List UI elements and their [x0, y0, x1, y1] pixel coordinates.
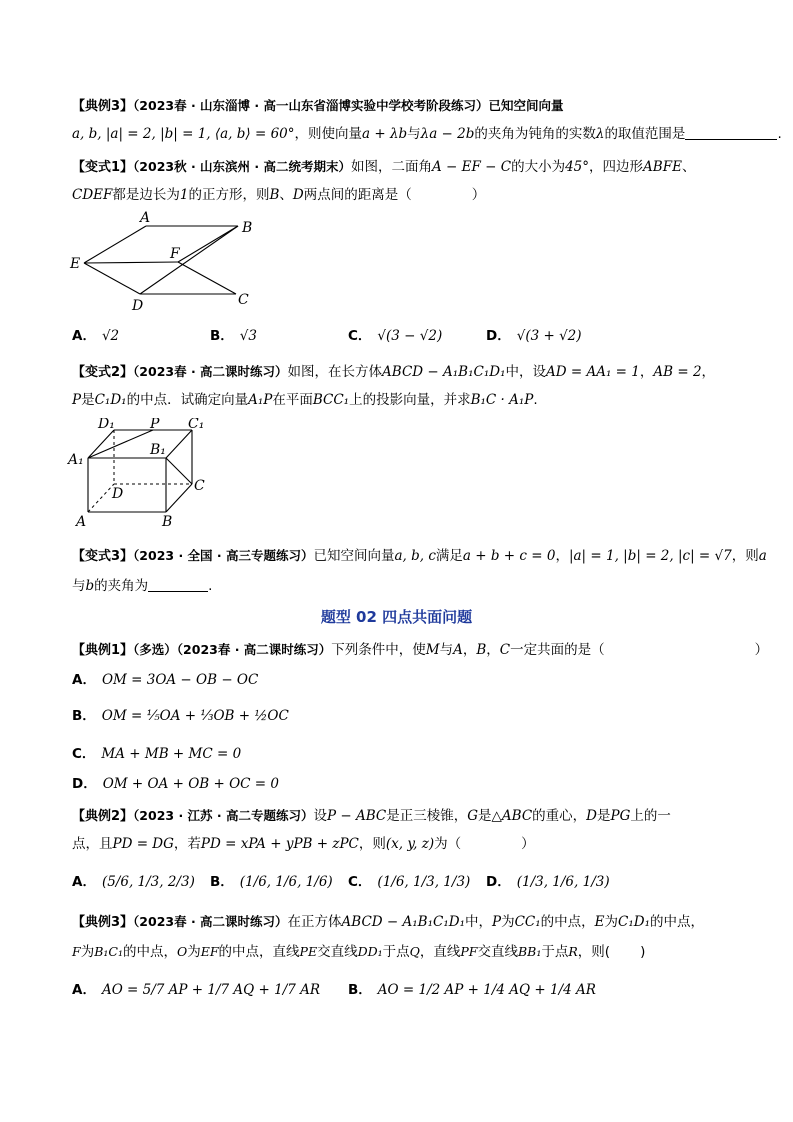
- example-tag: 【典例1】: [72, 643, 134, 658]
- math: PG: [610, 808, 631, 824]
- variant-tag: 【变式1】: [72, 160, 134, 175]
- variant3-line1: [72, 546, 767, 567]
- math: D: [586, 808, 597, 824]
- option-value: MA + MB + MC = 0: [101, 746, 242, 762]
- option-value: (1/6, 1/3, 1/3): [377, 874, 471, 890]
- variant-source: （2023秋 · 山东滨州 · 高二统考期末）: [133, 159, 351, 174]
- text: 上的一: [630, 808, 671, 824]
- example1-line1: [72, 640, 769, 661]
- variant3-line2: [72, 576, 727, 596]
- text: 的中点，: [122, 944, 177, 960]
- math: A₁P: [248, 392, 273, 408]
- option-value: √(3 + √2): [516, 328, 582, 344]
- text: ，: [462, 642, 477, 658]
- math: R: [568, 944, 578, 959]
- text: ）: [754, 642, 769, 658]
- example-source: （2023 · 江苏 · 高二专题练习）: [133, 808, 314, 823]
- text: 交直线: [477, 944, 518, 960]
- fig-label-C1: C₁: [188, 418, 205, 432]
- text: ，: [701, 364, 716, 380]
- text: ，若: [173, 836, 201, 852]
- text: ，则: [358, 836, 386, 852]
- option-a[interactable]: [72, 670, 258, 690]
- option-label: A．: [72, 672, 96, 688]
- math: P: [72, 392, 82, 408]
- text: ，则(: [577, 944, 611, 960]
- text: 的重心，: [532, 808, 587, 824]
- math: D: [292, 187, 304, 203]
- math: ABCD − A₁B₁C₁D₁: [382, 364, 506, 380]
- fig-label-B: B: [162, 514, 173, 528]
- example-source: （2023春 · 山东淄博 · 高一山东省淄博实验中学校考阶段练习）已知空间向量: [133, 98, 564, 113]
- option-d[interactable]: [486, 326, 582, 346]
- text: 满足: [435, 548, 463, 564]
- math: G: [467, 808, 479, 824]
- option-value: OM + OA + OB + OC = 0: [102, 776, 279, 792]
- text: 、: [681, 159, 696, 175]
- option-label: C．: [348, 874, 372, 890]
- variant2-line2: [72, 390, 727, 410]
- text: 点，且: [72, 836, 113, 852]
- math: a, b, c: [394, 548, 436, 564]
- math: M: [425, 642, 440, 658]
- math: a + b + c = 0: [462, 548, 556, 564]
- math: B: [476, 642, 487, 658]
- math: BCC₁: [312, 392, 350, 408]
- math: PE: [299, 944, 318, 959]
- option-value: OM = ⅕OA + ⅓OB + ½OC: [101, 708, 289, 724]
- text: 与: [439, 642, 454, 658]
- text: .: [777, 126, 782, 142]
- math: ABFE: [643, 159, 682, 175]
- text: 两点间的距离是（: [303, 187, 412, 203]
- dihedral-figure: [66, 208, 266, 318]
- text: 为: [501, 914, 515, 930]
- math: |a| = 1, |b| = 2, |c| = √7: [568, 548, 732, 564]
- option-a[interactable]: [72, 872, 195, 892]
- math: Q: [409, 944, 420, 959]
- math: E: [594, 914, 605, 930]
- example2-line1: [72, 806, 727, 827]
- text: 的中点，直线: [218, 944, 300, 960]
- math: PF: [460, 944, 478, 959]
- fig-label-D: D: [112, 486, 124, 502]
- text: ，则使向量: [294, 126, 362, 142]
- fig-label-F: F: [170, 246, 180, 262]
- vector-condition: a, b, |a| = 2, |b| = 1, ⟨a, b⟩ = 60°: [72, 126, 295, 142]
- text: 如图，在长方体: [287, 364, 383, 380]
- option-value: (1/3, 1/6, 1/3): [516, 874, 610, 890]
- text: ）: [471, 187, 486, 203]
- math: (x, y, z): [385, 836, 435, 852]
- math: C: [499, 642, 511, 658]
- text: 交直线: [317, 944, 358, 960]
- text: ，: [486, 642, 500, 658]
- option-value: (1/6, 1/6, 1/6): [239, 874, 333, 890]
- text: 的取值范围是: [604, 126, 686, 142]
- text: 在正方体: [287, 914, 342, 930]
- math: PD = DG: [112, 836, 174, 852]
- option-value: AO = 1/2 AP + 1/4 AQ + 1/4 AR: [377, 982, 596, 998]
- text: .: [208, 578, 213, 594]
- text: 如图，二面角: [351, 159, 432, 175]
- math: b: [85, 578, 95, 594]
- text: 为: [604, 914, 619, 930]
- variant1-line2: [72, 185, 727, 205]
- option-value: AO = 5/7 AP + 1/7 AQ + 1/7 AR: [101, 982, 321, 998]
- math: A − EF − C: [432, 159, 512, 175]
- text: ，四边形: [589, 159, 644, 175]
- fig-label-A1: A₁: [68, 452, 84, 468]
- text: ，则: [731, 548, 759, 564]
- math: DD₁: [357, 944, 383, 959]
- fig-label-P: P: [150, 418, 160, 432]
- text: ，: [639, 364, 654, 380]
- option-label: C．: [72, 746, 96, 762]
- example2-line2: [72, 834, 727, 854]
- option-label: D．: [486, 874, 511, 890]
- fig-label-D: D: [132, 298, 144, 314]
- text: ）: [521, 836, 535, 852]
- text: 在平面: [272, 392, 313, 408]
- math: EF: [200, 944, 219, 959]
- fig-label-A: A: [140, 210, 151, 226]
- example3b-line1: [72, 912, 727, 933]
- fig-label-B1: B₁: [150, 442, 166, 458]
- text: ，: [555, 548, 569, 564]
- text: 与: [72, 578, 86, 594]
- text: 中，设: [505, 364, 546, 380]
- text: ): [640, 944, 646, 960]
- option-value: OM = 3OA − OB − OC: [101, 672, 259, 688]
- example-source: （多选）（2023春 · 高二课时练习）: [133, 642, 332, 657]
- text: 的夹角为钝角的实数: [474, 126, 596, 142]
- variant1-line1: [72, 157, 727, 178]
- math: AD = AA₁ = 1: [546, 364, 640, 380]
- example-tag: 【典例3】: [72, 915, 134, 930]
- text: 于点: [382, 944, 410, 960]
- option-c[interactable]: [348, 872, 470, 892]
- math: a + λb: [362, 126, 408, 142]
- math: P: [492, 914, 502, 930]
- variant-tag: 【变式3】: [72, 549, 134, 564]
- text: 的中点，: [650, 914, 705, 930]
- math: 45°: [565, 159, 590, 175]
- option-label: B．: [210, 328, 234, 344]
- math: ABCD − A₁B₁C₁D₁: [341, 914, 465, 930]
- math: B: [269, 187, 280, 203]
- text: 的中点．试确定向量: [126, 392, 249, 408]
- math: λ: [595, 126, 605, 142]
- text: 一定共面的是（: [510, 642, 605, 658]
- text: .: [533, 392, 538, 408]
- text: 与: [407, 126, 421, 142]
- answer-blank[interactable]: [685, 125, 777, 140]
- option-b[interactable]: [210, 326, 257, 346]
- text: 的正方形，则: [188, 187, 270, 203]
- math: △ABC: [491, 808, 533, 824]
- text: 是正三棱锥，: [386, 808, 468, 824]
- math: PD = xPA + yPB + zPC: [200, 836, 359, 852]
- option-label: D．: [72, 776, 97, 792]
- option-d[interactable]: [72, 774, 279, 794]
- example3b-line2: [72, 942, 727, 962]
- variant-source: （2023春 · 高二课时练习）: [133, 364, 288, 379]
- text: 的中点，: [540, 914, 595, 930]
- text: ，直线: [419, 944, 461, 960]
- math: B₁C₁: [94, 944, 123, 959]
- math: O: [176, 944, 188, 959]
- option-label: A．: [72, 982, 96, 998]
- section-title: 题型 02 四点共面问题: [320, 608, 473, 626]
- option-label: C．: [348, 328, 372, 344]
- variant2-line1: [72, 362, 727, 383]
- math: CDEF: [72, 187, 113, 203]
- text: 都是边长为: [112, 187, 180, 203]
- option-value: (5/6, 1/3, 2/3): [101, 874, 195, 890]
- example3-line1: [72, 96, 727, 117]
- option-label: A．: [72, 328, 96, 344]
- option-a[interactable]: [72, 326, 119, 346]
- text: 的大小为: [511, 159, 566, 175]
- fig-label-A: A: [76, 514, 87, 528]
- text: 于点: [541, 944, 569, 960]
- math: λa − 2b: [420, 126, 475, 142]
- math: AB = 2: [653, 364, 702, 380]
- text: 为: [187, 944, 201, 960]
- option-b[interactable]: [348, 980, 596, 1000]
- math: C₁D₁: [94, 392, 127, 408]
- fig-label-B: B: [242, 220, 253, 236]
- math: C₁D₁: [618, 914, 651, 930]
- fig-label-D1: D₁: [98, 418, 115, 432]
- option-label: A．: [72, 874, 96, 890]
- math: A: [453, 642, 463, 658]
- example-source: （2023春 · 高二课时练习）: [133, 914, 288, 929]
- text: 是: [478, 808, 492, 824]
- option-b[interactable]: [72, 706, 289, 726]
- answer-blank[interactable]: [148, 577, 208, 592]
- math: 1: [179, 187, 189, 203]
- text: 上的投影向量，并求: [349, 392, 471, 408]
- example-tag: 【典例2】: [72, 809, 134, 824]
- text: 已知空间向量: [313, 548, 395, 564]
- fig-label-C: C: [194, 478, 205, 494]
- math: F: [72, 944, 81, 959]
- fig-label-C: C: [238, 292, 249, 308]
- option-value: √(3 − √2): [377, 328, 443, 344]
- text: 、: [279, 187, 293, 203]
- text: 是: [597, 808, 611, 824]
- text: 中，: [465, 914, 492, 930]
- cuboid-figure: [66, 418, 226, 528]
- example3-line2: [72, 124, 782, 144]
- text: 是: [81, 392, 95, 408]
- example-tag: 【典例3】: [72, 99, 134, 114]
- option-label: B．: [348, 982, 372, 998]
- variant-tag: 【变式2】: [72, 365, 134, 380]
- math: a: [758, 548, 767, 564]
- option-a[interactable]: [72, 980, 320, 1000]
- text: 设: [313, 808, 327, 824]
- text: 为: [80, 944, 95, 960]
- math: B₁C · A₁P: [470, 392, 534, 408]
- text: 下列条件中，使: [331, 642, 426, 658]
- math: CC₁: [514, 914, 541, 930]
- option-value: √3: [239, 328, 257, 344]
- option-label: B．: [72, 708, 96, 724]
- math: P − ABC: [327, 808, 387, 824]
- option-c[interactable]: [348, 326, 442, 346]
- text: 的夹角为: [94, 578, 149, 594]
- option-d[interactable]: [486, 872, 610, 892]
- option-value: √2: [101, 328, 120, 344]
- math: BB₁: [517, 944, 542, 959]
- option-b[interactable]: [210, 872, 333, 892]
- option-label: B．: [210, 874, 234, 890]
- option-c[interactable]: [72, 744, 241, 764]
- option-label: D．: [486, 328, 511, 344]
- text: 为（: [434, 836, 462, 852]
- variant-source: （2023 · 全国 · 高三专题练习）: [133, 548, 314, 563]
- fig-label-E: E: [70, 256, 81, 272]
